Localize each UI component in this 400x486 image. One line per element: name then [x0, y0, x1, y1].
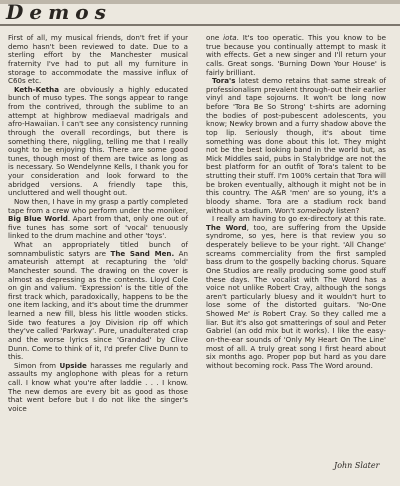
band-name: Keth-Ketha: [14, 84, 59, 94]
author-byline: John Slater: [334, 461, 380, 470]
review-text: one: [206, 33, 224, 42]
band-name: The Sand Men.: [110, 248, 175, 258]
review-text: listen?: [334, 205, 360, 215]
left-column: [8, 34, 188, 414]
review-text: Simon from: [14, 360, 60, 370]
review-paragraph: [206, 34, 386, 77]
review-text: is: [253, 309, 260, 318]
band-name: Upside: [59, 360, 87, 370]
review-paragraph: [8, 34, 188, 86]
band-name: The Word: [206, 222, 247, 232]
review-paragraph: [8, 241, 188, 362]
review-text: are obviously a highly educated bunch of muso types. The songs appear to range from the contrived, through the sublime to an attempt at highbrow mediaeval madrigals and afro-Hawaiian. I can't see any consistency running through the overall recordings, but there is something there, niggling, telling me that I really ought to be enjoying this. There are some good tunes, though most of them are twice as long as is necessary. So Wendelynne Kells, I thank you for your consideration and look forward to the abridged versions. A friendly tape this, uncluttered and well thought out.: [8, 84, 188, 198]
right-column: [206, 34, 386, 370]
review-text: somebody: [297, 205, 335, 215]
review-text: . It's too operatic. This you know to be true because you continually attempt to mask it with effects. Get a new singer and I'll return your calls. Great songs. 'Burning Down Your House' is fairly brilliant.: [206, 33, 386, 77]
review-text: . Apart from that, only one out of five tunes has some sort of 'vocal' tenuously linked to the drum machine and other 'toys'.: [8, 214, 188, 241]
review-text: Now then, I have in my grasp a partly completed tape from a crew who perform under the moniker,: [8, 196, 188, 215]
header-rule: [0, 24, 400, 26]
review-text: I really am having to go ex-directory at this rate.: [212, 214, 386, 224]
section-header: [0, 0, 400, 24]
band-name: Tora's: [212, 76, 236, 86]
review-text: Robert Cray. So they called me a liar. But it's also got smatterings of soul and Peter Gabriel (an odd mix but it works). I like the easy-on-the-ear sounds of 'Only My Heart On The Line' most of all. A truly great song I first heard about six months ago. Proper pop but hard as you dare without becoming rock. Pass The Word around.: [206, 309, 387, 370]
band-name: Big Blue World: [8, 214, 68, 224]
review-paragraph: [8, 198, 188, 241]
review-paragraph: [8, 362, 188, 414]
review-text: What an appropriately titled bunch of somnambulistic satyrs are: [8, 240, 188, 258]
review-paragraph: [206, 215, 386, 370]
review-paragraph: [8, 86, 188, 198]
review-text: An amateurish attempt at recapturing the 'old' Manchester sound. The drawing on the cover is almost as depressing as the contents. Lloyd Cole on gin and valium. 'Expression' is the title of the first track which, paradoxically, happens to be the one item lacking, and it's about time the drummer learned a new fill, bless his little wooden sticks. Side two features a Joy Division rip off which they've called 'Parkway'. Pure, unadulterated crap and the worse lyrics since 'Grandad' by Clive Dunn. Come to think of it, I'd prefer Clive Dunn to this.: [8, 248, 188, 362]
review-paragraph: [206, 77, 386, 215]
section-title: Demos: [6, 0, 112, 24]
review-text: iota: [223, 33, 237, 42]
review-text: latest demo retains that same streak of professionalism prevalent through-out their earlier vinyl and tape sojourns. It won't be long now before 'Tora Be So Strong' t-shirts are adorning the bodies of post-pubescent adolescents, you know; Newky brown and a furry shadow above the top lip. Seriously though, it's about time something was done about this lot. They might not be the best looking band in the world but, as Mick Middles said, pubs in Stalybridge are not the best platform for an outfit of Tora's talent to be strutting their stuff. I'm 100% certain that Tora will be broken eventually, although it might not be in this country. The A&R 'men' are so young, it's a bloody shame. Tora are a stadium rock band without a stadium. Won't: [206, 76, 386, 215]
review-text: , too, are suffering from the Upside syndrome, so yes, here is that review you so desperately believe to be your right. 'All Change' screams commerciality from the first sampled bass drum to the gospelly backing chorus. Square One Studios are really producing some good stuff these days. The vocalist with The Word has a voice not unlike Robert Cray, although the songs aren't particularly bluesy and it wouldn't hurt to lose some of the distorted guitars. 'No-One Showed Me': [206, 222, 386, 318]
review-text: harasses me regularly and assaults my anglophone with pleas for a return call. I know what you're after laddie . . . I know. The new demos are every bit as good as those that went before but I do not like the singer's voice: [8, 360, 188, 413]
review-text: First of all, my musical friends, don't fret if your demo hasn't been reviewed to date. Due to a sterling effort by the Manchester musical fraternity I've had to put all my furniture in storage to accommodate the massive influx of C60s etc.: [8, 33, 188, 86]
